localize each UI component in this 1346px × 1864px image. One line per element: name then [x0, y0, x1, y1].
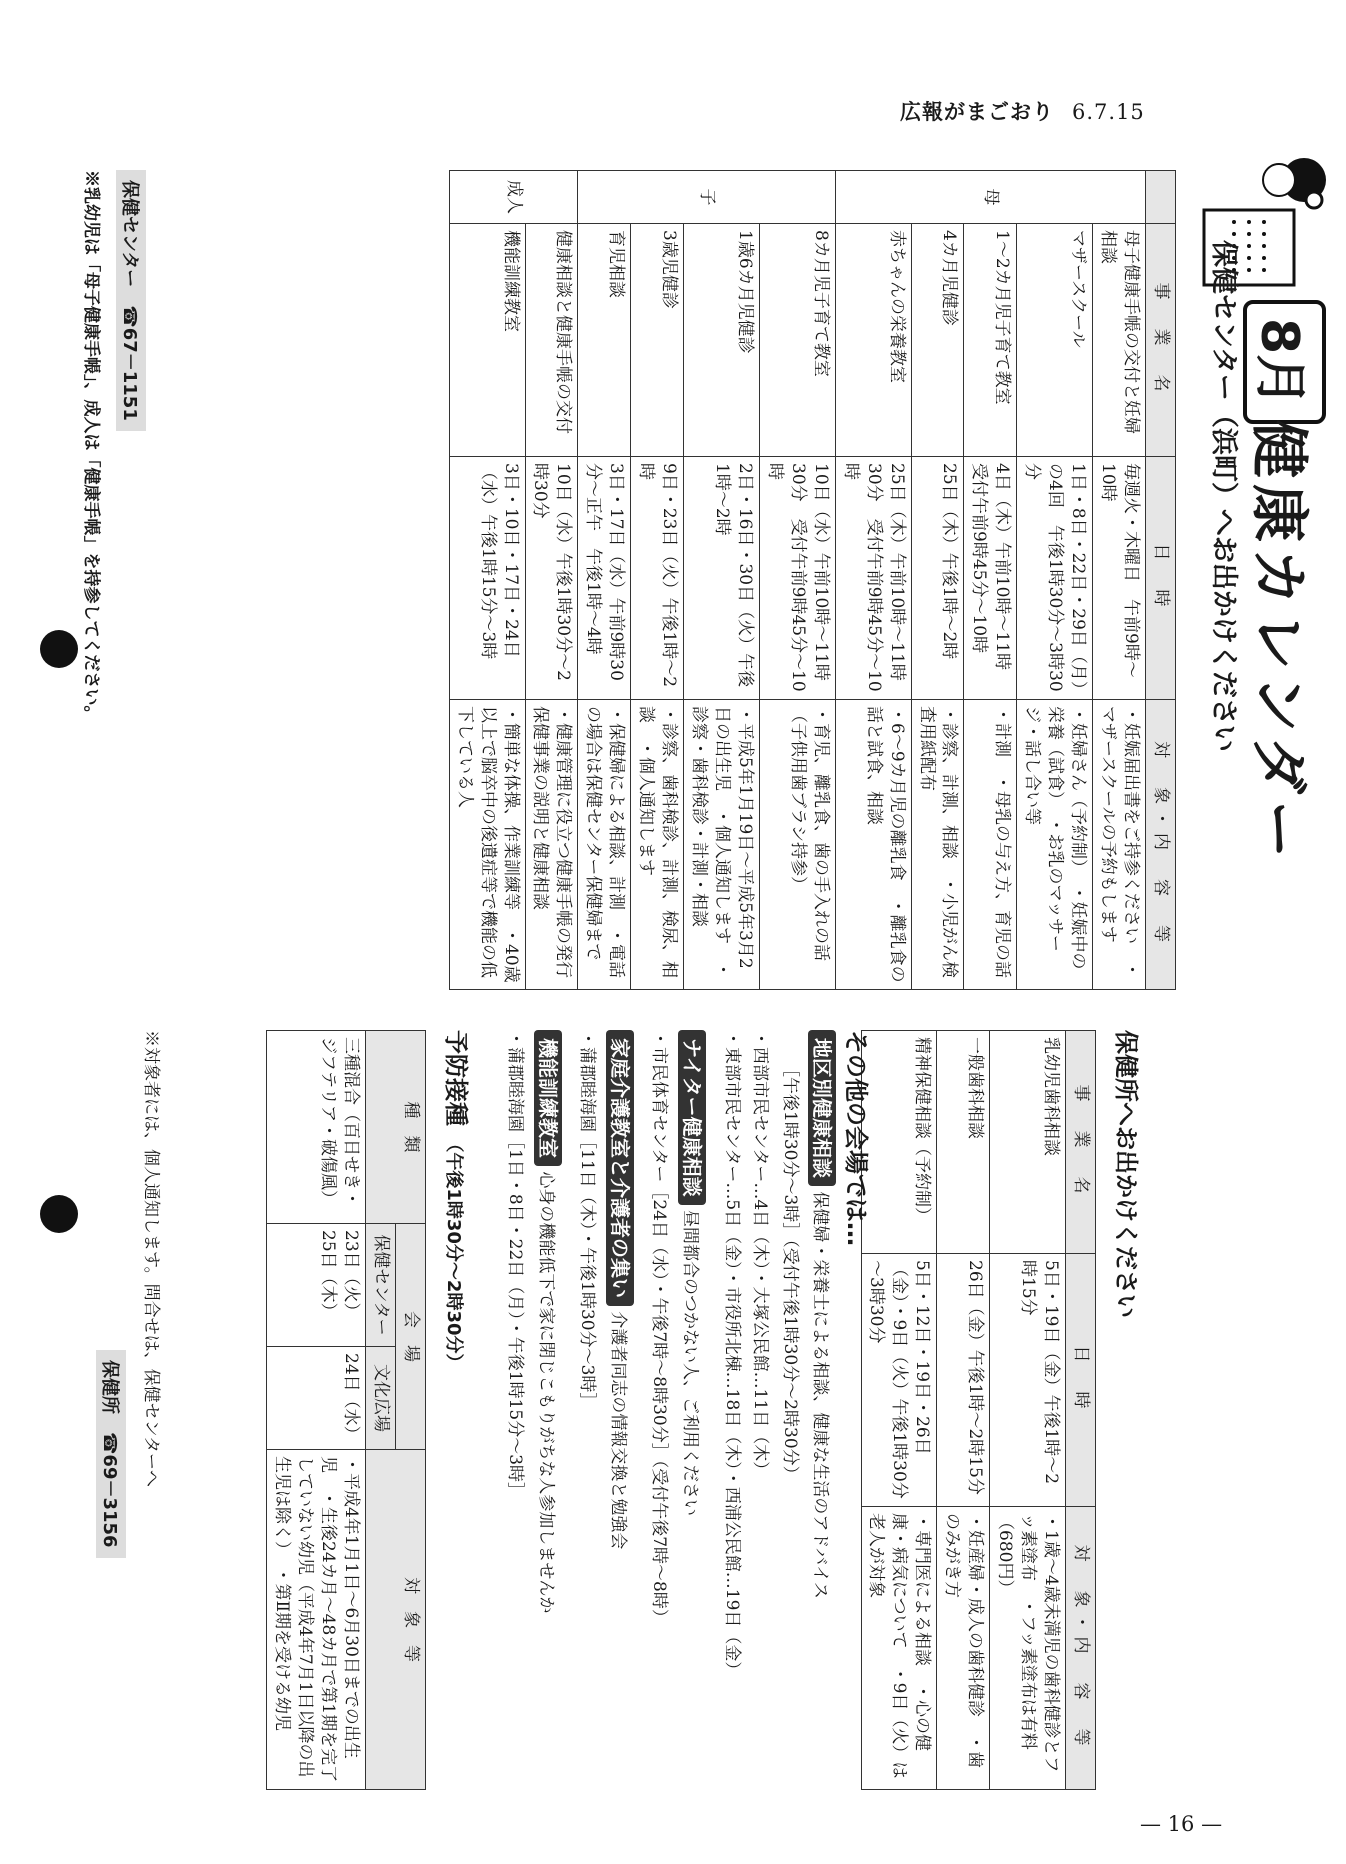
kinou-venue-line: ・蒲郡睦海園［1日・8日・22日（月）・午後1時15分～3時］ [505, 1030, 525, 1500]
table-row: 一般歯科相談 26日（金）午後1時～2時15分 ・妊産婦・成人の歯科健診 ・歯のみがき方 [937, 1031, 990, 1790]
page-number: — 16 — [1140, 1812, 1223, 1836]
table-row: マザースクール 1日・8日・22日・29日（月）の4回 午後1時30分～3時30分 ・妊婦さん（予約制） ・妊娠中の栄養（試食） ・お乳のマッサージ・話し合い等 [1017, 171, 1093, 990]
month-badge: 8月 [1243, 300, 1326, 424]
note-individual-notice: ※対象者には、個人通知します。問合せは、保健センターへ [141, 1030, 161, 1487]
table-header-row [1146, 171, 1176, 990]
table-row: 子 8カ月児子育て教室 10日（水）午前10時～11時30分 受付午前9時45分～10時 ・育児、離乳食、歯の手入れの話（子供用歯ブラシ持参） [760, 171, 836, 990]
group-label-adult: 成人 [449, 171, 578, 224]
table-row: 精神保健相談（予約制） 5日・12日・19日・26日（金）・9日（火）午後1時30分～3時30分 ・専門医による相談 ・心の健康・病気について ・9日（火）は老人が対象 [861, 1031, 937, 1790]
column-header: 対 象・内 容 等 [1146, 700, 1176, 990]
column-header: 対 象・内 容 等 [1066, 1507, 1096, 1790]
column-header: 事 業 名 [1146, 224, 1176, 457]
vaccine-table [266, 1030, 426, 1790]
issue-date: 6.7.15 [1072, 100, 1145, 124]
column-header: 種 類 [366, 1031, 426, 1224]
table-row: 育児相談 3日・17日（水）午前9時30分～正午 午後1時～4時 ・保健婦による相談、計測 ・電話の場合は保健センター保健婦まで [578, 171, 631, 990]
publication-title: 広報がまごおり [900, 99, 1054, 124]
table-row: 三種混合（百日せき・ジフテリア・破傷風） 23日（火）25日（木） 24日（水） ・平成4年1月1日～6月30日までの出生児 ・生後24カ月～48カ月で第1期を完了していない幼児（平成4年7月1日以降の出生児は除く） ・第Ⅱ期を受ける幼児 [267, 1031, 366, 1790]
chiku-venue-line: ・東部市民センター…5日（金）・市役所北棟…18日（木）・西浦公民館…19日（金） [722, 1030, 742, 1679]
table-header-row: 保健センター 文化広場 [366, 1031, 396, 1790]
table-header-row [396, 1031, 426, 1790]
column-header: 日 時 [1066, 1254, 1096, 1507]
table-row: 成人 健康相談と健康手帳の交付 10日（水）午後1時30分～2時30分 ・健康管理に役立つ健康手帳の発行 保健事業の説明と健康相談 [525, 171, 578, 990]
chiku-heading: 地区別健康相談 保健婦・栄養士による相談、健康な生活のアドバイス [807, 1030, 836, 1599]
kinou-heading: 機能訓練教室 心身の機能低下で家に閉じこもりがちな人参加しませんか [533, 1030, 562, 1613]
other-venues-title: その他の会場では… [842, 1030, 870, 1246]
kaigo-heading: 家庭介護教室と介護者の集い 介護者同志の情報交換と勉強会 [605, 1030, 634, 1549]
column-header: 会 場 [396, 1224, 426, 1450]
vaccine-title: 予防接種 （午後1時30分～2時30分） [442, 1030, 470, 1372]
table-row: 機能訓練教室 3日・10日・17日・24日（水）午後1時15分～3時 ・簡単な体操、作業訓練等 ・40歳以上で脳卒中の後遺症等で機能の低下している人 [449, 171, 525, 990]
page-title: 健康カレンダー [1245, 420, 1313, 865]
table-row: 母 母子健康手帳の交付と妊婦相談 毎週火・木曜日 午前9時～10時 ・妊娠届出書をご持参ください ・マザースクールの予約もします [1093, 171, 1146, 990]
column-header: 事 業 名 [1066, 1031, 1096, 1254]
column-header: 対 象 等 [366, 1450, 426, 1790]
table-header-row [1066, 1031, 1096, 1790]
table-row: 3歳児健診 9日・23日（火）午後1時～2時 ・診察、歯科検診、計測、検尿、相談 ・個人通知します [631, 171, 684, 990]
chiku-venue-line: ・西部市民センター…4日（木）・大塚公民館…11日（木） [750, 1030, 770, 1479]
table-row: 赤ちゃんの栄養教室 25日（木）午前10時～11時30分 受付午前9時45分～10時 ・6～9カ月児の離乳食 ・離乳食の話と試食、相談 [835, 171, 911, 990]
group-label-mother: 母 [835, 171, 1145, 224]
column-header: 日 時 [1146, 457, 1176, 700]
hokenjo-title: 保健所へお出かけください [1112, 1030, 1140, 1318]
nighter-heading: ナイター健康相談 昼間都合のつかない人、ご利用ください [677, 1030, 706, 1516]
section-subtitle: 保健センター（浜町）へお出かけください [1208, 240, 1239, 752]
table-row: 乳幼児歯科相談 5日・19日（金）午後1時～2時15分 ・1歳～4歳未満児の歯科健診とフッ素塗布 ・フッ素塗布は有料（680円） [990, 1031, 1066, 1790]
hokenjo-contact: 保健所 ☎69－3156 [96, 1350, 126, 1558]
group-label-child: 子 [578, 171, 835, 224]
hokenjo-schedule-table [861, 1030, 1096, 1790]
table-row: 4カ月児健診 25日（木）午後1時～2時 ・診察、計測、相談 ・小児がん検査用紙配布 [911, 171, 964, 990]
chiku-time: ［午後1時30分～3時］（受付午後1時30分～2時30分） [780, 1060, 800, 1483]
health-center-contact: 保健センター ☎67－1151 [116, 170, 146, 431]
table-row: 1歳6カ月児健診 2日・16日・30日（火）午後1時～2時 ・平成5年1月19日～平成5年3月2日の出生児 ・個人通知します ・診察・歯科検診・計測・相談 [684, 171, 760, 990]
table-row: 1～2カ月児子育て教室 4日（木）午前10時～11時 受付午前9時45分～10時 ・計測 ・母乳の与え方、育児の話 [964, 171, 1017, 990]
health-center-schedule-table [449, 170, 1176, 995]
nighter-venue-line: ・市民体育センター［24日（水）・午後7時～8時30分］（受付午後7時～8時） [649, 1030, 669, 1626]
kaigo-venue-line: ・蒲郡睦海園［11日（木）・午後1時30分～3時］ [577, 1030, 597, 1410]
note-bring-handbook: ※乳幼児は「母子健康手帳」、成人は「健康手帳」を持参してください。 [81, 170, 101, 723]
